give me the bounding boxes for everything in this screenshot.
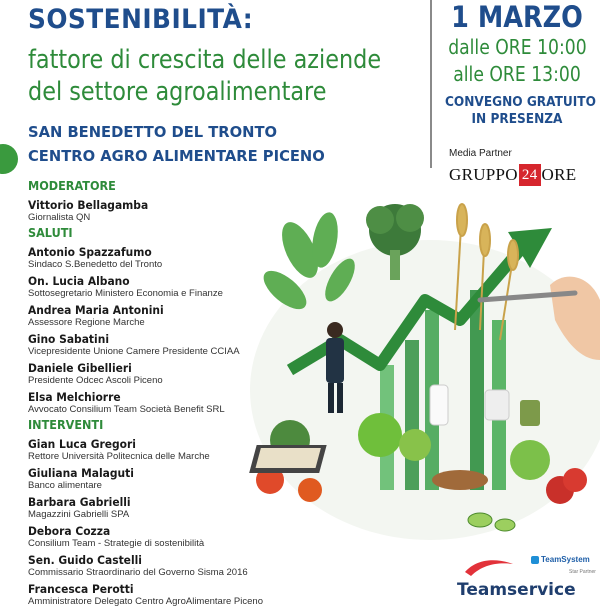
- speaker-name: Gian Luca Gregori: [28, 437, 136, 451]
- speaker-role: Sottosegretario Ministero Economia e Finanze: [28, 288, 223, 299]
- subtitle-line-1: fattore di crescita delle aziende: [28, 45, 382, 75]
- speaker-name: Francesca Perotti: [28, 582, 134, 596]
- speaker-name: Debora Cozza: [28, 524, 111, 538]
- speaker-role: Banco alimentare: [28, 480, 102, 491]
- speaker: [28, 583, 328, 607]
- poster-title: SOSTENIBILITÀ:: [28, 4, 254, 35]
- agrifood-growth-illustration: [230, 190, 600, 550]
- speaker-role: Sindaco S.Benedetto del Tronto: [28, 259, 163, 270]
- speaker-role: Amministratore Delegato Centro AgroAlimentare Piceno: [28, 596, 263, 607]
- speaker-name: Andrea Maria Antonini: [28, 303, 164, 317]
- event-free-line-1: CONVEGNO GRATUITO: [445, 94, 596, 110]
- speaker-role: Vicepresidente Unione Camere Presidente CCIAA: [28, 346, 240, 357]
- speaker-name: Giuliana Malaguti: [28, 466, 134, 480]
- speaker: [28, 554, 328, 578]
- speaker-role: Commissario Straordinario del Governo Sisma 2016: [28, 567, 248, 578]
- teamservice-text: Teamservice: [457, 580, 576, 600]
- logo-text-left: GRUPPO: [449, 165, 518, 184]
- event-time-from: dalle ORE 10:00: [448, 35, 587, 59]
- speaker-name: Elsa Melchiorre: [28, 390, 121, 404]
- speaker-name: Vittorio Bellagamba: [28, 198, 149, 212]
- speaker-name: Antonio Spazzafumo: [28, 245, 152, 259]
- teamsystem-text: TeamSystem: [541, 555, 590, 564]
- location-city: SAN BENEDETTO DEL TRONTO: [28, 123, 278, 141]
- speaker-role: Magazzini Gabrielli SPA: [28, 509, 130, 520]
- speaker-role: Consilium Team - Strategie di sostenibilità: [28, 538, 205, 549]
- speaker-role: Presidente Odcec Ascoli Piceno: [28, 375, 163, 386]
- speaker-name: On. Lucia Albano: [28, 274, 130, 288]
- speaker-role: Avvocato Consilium Team Società Benefit SRL: [28, 404, 225, 415]
- teamservice-logo: [455, 553, 595, 600]
- star-partner-label: Star Partner: [569, 569, 596, 575]
- event-location: [28, 120, 325, 168]
- teamsystem-icon: [531, 556, 539, 564]
- vertical-divider: [430, 0, 432, 168]
- subtitle-line-2: del settore agroalimentare: [28, 77, 327, 107]
- speaker-role: Giornalista QN: [28, 212, 91, 223]
- section-interventi: INTERVENTI: [28, 417, 104, 432]
- event-free-line-2: IN PRESENZA: [471, 111, 563, 127]
- location-venue: CENTRO AGRO ALIMENTARE PICENO: [28, 147, 325, 165]
- gruppo-24-ore-logo: [449, 164, 576, 186]
- section-saluti: SALUTI: [28, 225, 73, 240]
- speaker-name: Sen. Guido Castelli: [28, 553, 142, 567]
- speaker-name: Gino Sabatini: [28, 332, 109, 346]
- speaker-name: Barbara Gabrielli: [28, 495, 131, 509]
- teamservice-swoosh-icon: [463, 556, 515, 578]
- decorative-green-circle: [0, 144, 18, 174]
- media-partner-label: Media Partner: [449, 148, 512, 159]
- speaker-name: Daniele Gibellieri: [28, 361, 132, 375]
- speaker-role: Assessore Regione Marche: [28, 317, 145, 328]
- event-time-to: alle ORE 13:00: [453, 62, 581, 86]
- section-moderatore: MODERATORE: [28, 178, 116, 193]
- poster-subtitle: [28, 44, 381, 108]
- teamsystem-logo: [531, 555, 590, 564]
- logo-text-box: 24: [519, 164, 541, 186]
- event-date: 1 MARZO: [451, 0, 583, 34]
- speaker-role: Rettore Università Politecnica delle Marche: [28, 451, 210, 462]
- event-datetime: [437, 0, 597, 128]
- logo-text-right: ORE: [541, 165, 577, 184]
